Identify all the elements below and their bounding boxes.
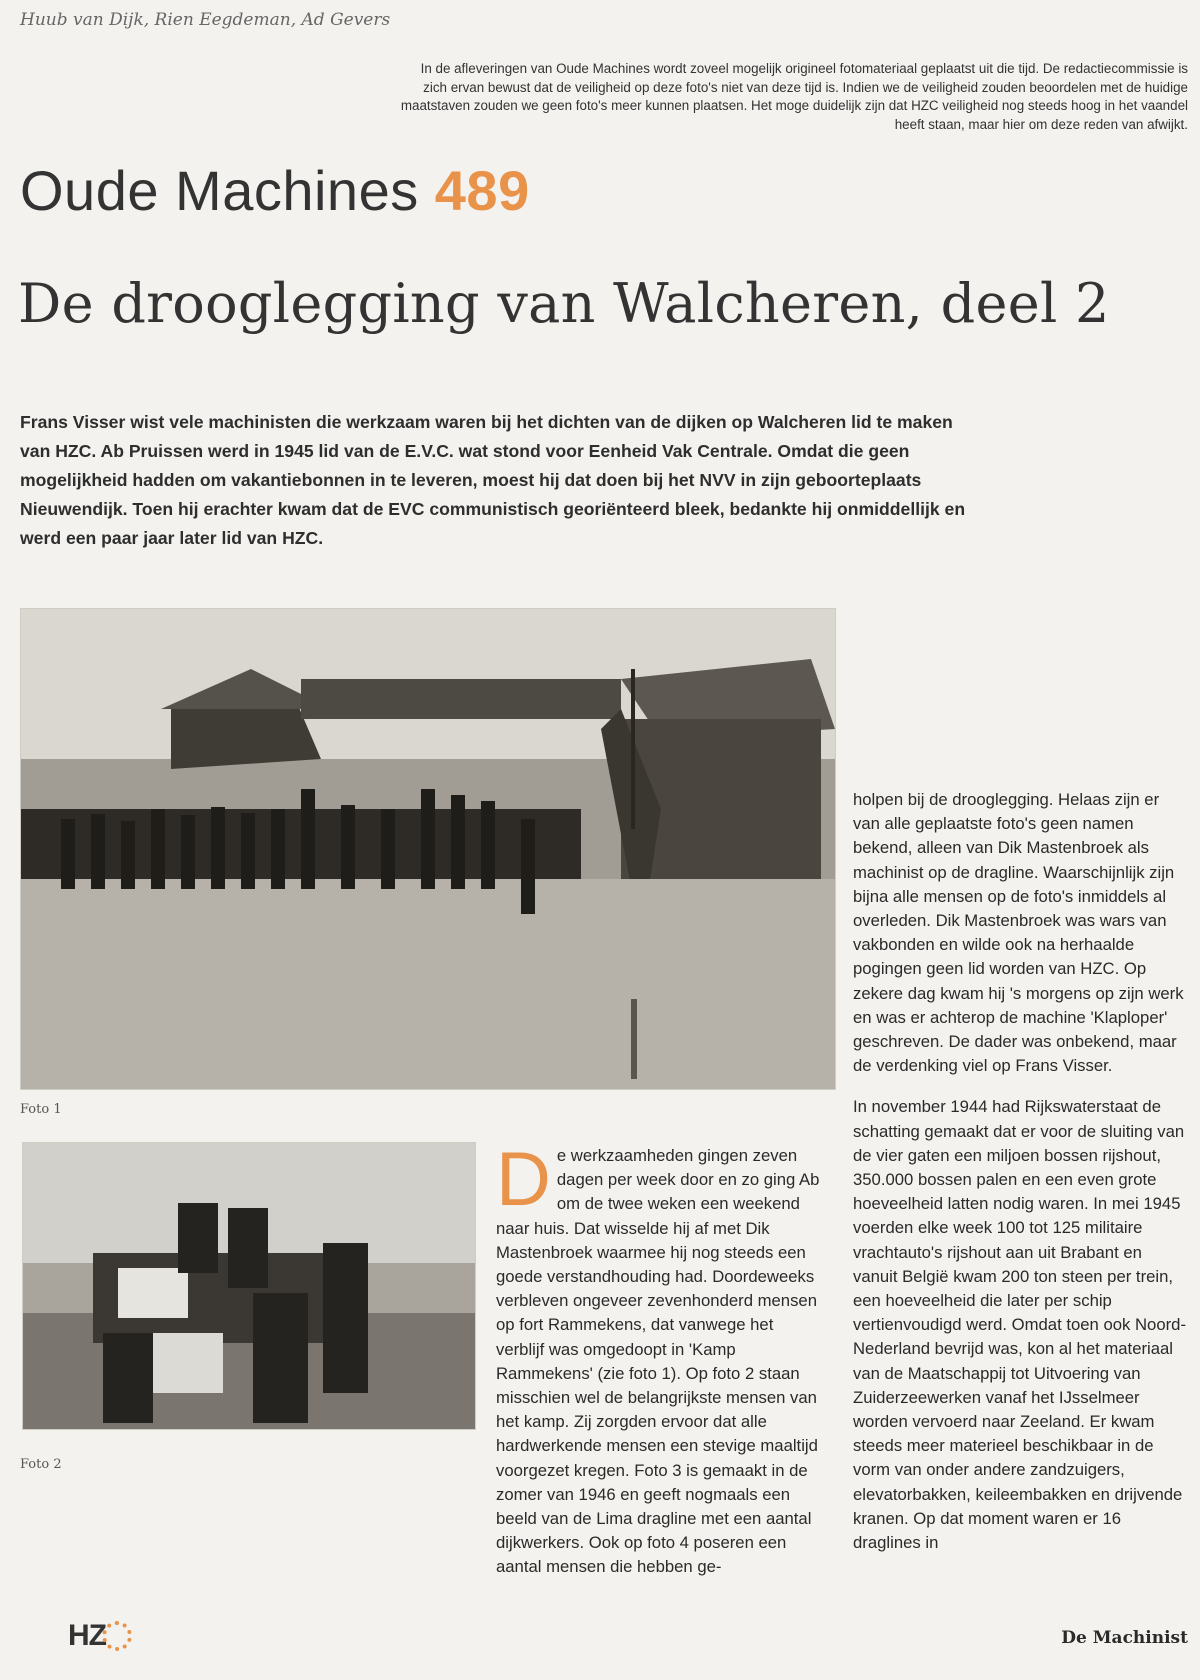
article-intro: Frans Visser wist vele machinisten die werkzaam waren bij het dichten van de dijken op Walcheren lid te maken van HZC. Ab Pruissen werd in 1945 lid van de E.V.C. wat stond voor Eenheid Vak Centrale. Omdat die geen mogelijkheid hadden om vakantiebonnen in te leveren, moest hij dat doen bij het NVV in zijn geboorteplaats Nieuwendijk. Toen hij erachter kwam dat de EVC communistisch georiënteerd bleek, bedankte hij onmiddellijk en werd een paar jaar later lid van HZC.: [20, 412, 966, 548]
article-column-3: [853, 788, 1188, 1572]
gear-icon: [102, 1621, 132, 1651]
title-text: Oude Machines: [20, 159, 419, 222]
hzc-logo: [68, 1616, 132, 1656]
safety-disclaimer: In de afleveringen van Oude Machines wordt zoveel mogelijk origineel fotomateriaal geplaatst uit die tijd. De redactiecommissie is zich ervan bewust dat de veiligheid op deze foto's niet van deze tijd is. Indien we de veiligheid zouden beoordelen met de huidige maatstaven zouden we geen foto's meer kunnen plaatsen. Het moge duidelijk zijn dat HZC veiligheid nog steeds hoog in het vaandel heeft staan, maar hier om deze reden van afwijkt.: [400, 61, 1188, 132]
episode-number: 489: [434, 159, 530, 222]
column-3-paragraph-2: In november 1944 had Rijkswaterstaat de schatting gemaakt dat er voor de sluiting van de vier gaten een miljoen bossen rijshout, 350.000 bossen palen en een even grote hoeveelheid latten nodig waren. In mei 1945 voerden elke week 100 tot 125 militaire vrachtauto's rijshout aan uit Brabant en vanuit België kwam 200 ton steen per trein, een hoeveelheid die later per schip vertienvoudigd werd. Omdat toen ook Noord-Nederland bevrijd was, kon al het materiaal van de Maatschappij tot Uitvoering van Zuiderzeewerken vanaf het IJsselmeer worden vervoerd naar Zeeland. Er kwam steeds meer materieel beschikbaar in de vorm van onder andere zandzuigers, elevatorbakken, keileembakken en drijvende kranen. Op dat moment waren er 16 draglines in: [853, 1097, 1187, 1553]
photo-2-caption: Foto 2: [20, 1457, 62, 1472]
photo-1-caption: Foto 1: [20, 1102, 62, 1117]
drop-cap: D: [496, 1137, 551, 1222]
photo-2-image: [23, 1143, 475, 1429]
article-title: [20, 158, 530, 223]
column-3-paragraph-1: holpen bij de drooglegging. Helaas zijn er van alle geplaatste foto's geen namen bekend, alleen van Dik Mastenbroek als machinist op de dragline. Waarschijnlijk zijn bijna alle mensen op de foto's inmiddels al overleden. Dik Mastenbroek was wars van vakbonden en wilde ook na herhaalde pogingen geen lid worden van HZC. Op zekere dag kwam hij 's morgens op zijn werk en was er achterop de machine 'Klaploper' geschreven. De dader was onbekend, maar de verdenking viel op Frans Visser.: [853, 790, 1184, 1076]
article-subtitle: De drooglegging van Walcheren, deel 2: [18, 272, 1110, 335]
photo-1-image: [21, 609, 835, 1089]
column-2-paragraph: e werkzaamheden gingen zeven dagen per week door en zo ging Ab om de twee weken een weekend naar huis. Dat wisselde hij af met Dik Mastenbroek waarmee hij nog steeds een goede verstandhouding had. Doordeweeks verbleven ongeveer zevenhonderd mensen op fort Rammekens, dat vanwege het verblijf was omgedoopt in 'Kamp Rammekens' (zie foto 1). Op foto 2 staan misschien wel de belangrijkste mensen van het kamp. Zij zorgden ervoor dat alle hardwerkende mensen een stevige maaltijd voorgezet kregen. Foto 3 is gemaakt in de zomer van 1946 en geeft nogmaals een beeld van de Lima dragline met een aantal dijkwerkers. Ook op foto 4 poseren een aantal mensen die hebben ge-: [496, 1146, 820, 1577]
magazine-name: De Machinist: [1061, 1628, 1188, 1648]
photo-2-kitchen-staff: [22, 1142, 476, 1430]
authors-line: Huub van Dijk, Rien Eegdeman, Ad Gevers: [20, 10, 391, 30]
article-column-2: [496, 1137, 821, 1597]
photo-1-camp-rammekens: [20, 608, 836, 1090]
hzc-logo-text: HZ: [68, 1619, 106, 1652]
